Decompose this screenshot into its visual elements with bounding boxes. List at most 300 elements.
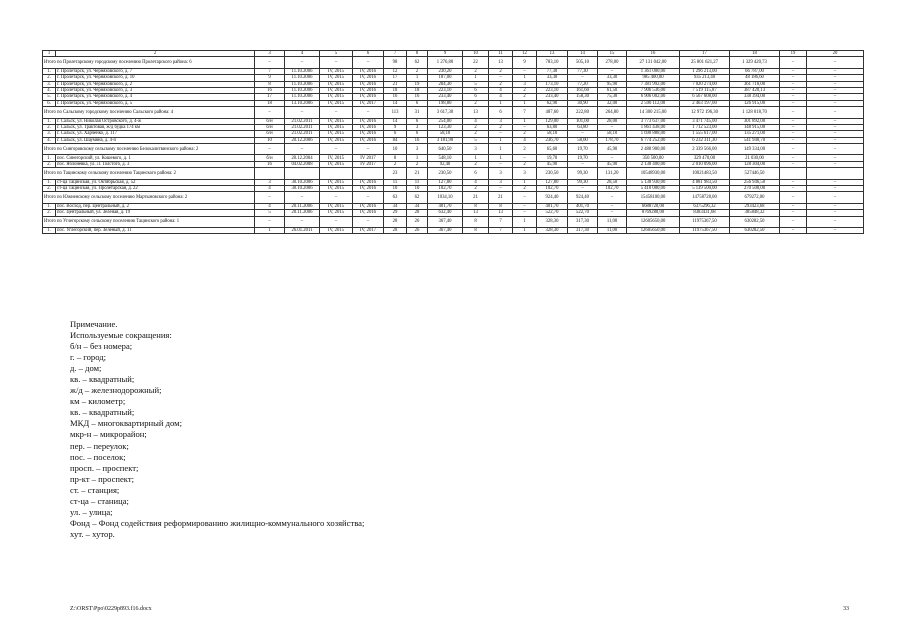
table-cell: 8	[384, 155, 407, 161]
table-cell: 26.01.2011	[285, 227, 320, 233]
address-cell: г. Пролетарск, ул. Черняховского, д. 2	[56, 81, 255, 87]
address-cell: г. Пролетарск, ул. Черняховского, д. 7	[56, 68, 255, 74]
summary-value-cell: 222,80	[568, 107, 598, 118]
table-cell: 1	[489, 137, 513, 143]
abbreviation-item: км – километр;	[70, 396, 126, 407]
table-cell: 148 915,00	[730, 124, 780, 130]
summary-value-cell	[285, 168, 320, 179]
summary-value-cell: –	[780, 107, 807, 118]
column-number-cell: 1	[43, 51, 56, 57]
summary-value-cell: 63	[384, 192, 407, 203]
summary-value-cell: 3	[489, 168, 513, 179]
table-cell: 3	[407, 124, 428, 130]
table-cell: 6375296,32	[680, 203, 730, 209]
address-cell: пос. Центральный, ул. Зеленая, д. 19	[56, 210, 255, 216]
table-cell: –	[489, 75, 513, 81]
summary-value-cell: 230,50	[428, 168, 463, 179]
table-cell: –	[568, 161, 598, 167]
summary-value-cell: –	[353, 144, 384, 155]
table-cell: 11.10.2006	[285, 94, 320, 100]
table-cell: 1 555 617,00	[680, 131, 730, 137]
table-cell: –	[513, 203, 537, 209]
table-cell: 3	[513, 81, 537, 87]
summary-value-cell: 10548930,00	[627, 168, 680, 179]
summary-row	[43, 192, 864, 203]
summary-value-cell: –	[320, 192, 353, 203]
abbreviation-item: ул. – улица;	[70, 506, 113, 517]
table-cell: 16	[255, 87, 285, 93]
table-cell: 58,10	[598, 131, 627, 137]
table-cell: 127,80	[537, 179, 568, 185]
table-cell: 223,10	[428, 87, 463, 93]
table-cell: 256 946,50	[730, 179, 780, 185]
summary-value-cell: –	[353, 192, 384, 203]
table-cell: –	[598, 203, 627, 209]
table-cell: 58,10	[537, 131, 568, 137]
table-cell: –	[780, 210, 807, 216]
summary-value-cell: 367,40	[428, 216, 463, 227]
table-cell: 102,70	[428, 186, 463, 192]
table-cell: 21	[384, 81, 407, 87]
table-cell: –	[598, 68, 627, 74]
summary-value-cell: 2	[513, 144, 537, 155]
table-cell: 3	[255, 179, 285, 185]
table-row	[43, 227, 864, 233]
table-cell: 11,00	[598, 227, 627, 233]
table-cell: б/н	[255, 118, 285, 124]
table-cell: 92,40	[428, 161, 463, 167]
table-cell: 30,90	[568, 100, 598, 106]
housing-table	[42, 50, 864, 234]
notes-section	[70, 319, 364, 540]
table-cell: 12605650,00	[627, 227, 680, 233]
table-cell: 33,30	[598, 75, 627, 81]
table-cell: –	[780, 124, 807, 130]
table-cell: 16	[407, 94, 428, 100]
address-cell: г. Сальск, ул. Харченко, д. 117	[56, 131, 255, 137]
table-cell: 123,30	[428, 124, 463, 130]
summary-value-cell: –	[807, 57, 864, 68]
summary-value-cell	[320, 168, 353, 179]
table-cell: IV, 2015	[320, 131, 353, 137]
table-cell: 1	[513, 100, 537, 106]
summary-value-cell: 14 300 215,00	[627, 107, 680, 118]
table-cell: 128 304,00	[730, 161, 780, 167]
abbreviation-item: мкр-н – микрорайон;	[70, 429, 147, 440]
table-cell: 10	[255, 137, 285, 143]
table-cell: –	[513, 210, 537, 216]
table-cell: 28	[407, 210, 428, 216]
address-cell: г. Пролетарск, ул. Черняховского, д. 10	[56, 75, 255, 81]
summary-value-cell: 22	[463, 57, 489, 68]
abbreviation-item: Фонд – Фонд содействия реформированию жилищно-коммунального хозяйства;	[70, 517, 365, 528]
table-cell: 328,30	[537, 227, 568, 233]
table-cell: 11	[384, 179, 407, 185]
table-cell: –	[780, 155, 807, 161]
table-cell: –	[807, 118, 864, 124]
table-cell: 2	[489, 124, 513, 130]
table-cell: 04.02.2008	[285, 161, 320, 167]
table-cell: 5	[463, 81, 489, 87]
table-cell: 161,60	[568, 87, 598, 93]
table-cell: IV, 2015	[320, 81, 353, 87]
table-cell: 401,70	[568, 203, 598, 209]
table-cell: 2 010 096,00	[680, 161, 730, 167]
address-cell: г. Пролетарск, ул. Черняховского, д. 4	[56, 94, 255, 100]
table-cell: 18	[255, 100, 285, 106]
summary-value-cell: 113	[384, 107, 407, 118]
table-cell: –	[780, 100, 807, 106]
abbreviation-item: хут. – хутор.	[70, 528, 115, 539]
table-cell: 1	[489, 100, 513, 106]
column-number-cell: 20	[807, 51, 864, 57]
table-cell: 75,30	[598, 94, 627, 100]
table-cell: 129,00	[537, 118, 568, 124]
table-cell: 34	[384, 203, 407, 209]
table-cell: 20.11.2006	[285, 210, 320, 216]
table-cell: 254,00	[428, 118, 463, 124]
table-cell: 4	[255, 186, 285, 192]
table-cell: 14	[384, 118, 407, 124]
summary-row	[43, 57, 864, 68]
table-cell: 5 139 500,00	[680, 186, 730, 192]
notes-title: Примечание.	[70, 319, 118, 329]
table-cell: 230,20	[428, 68, 463, 74]
table-cell: IV, 2016	[353, 118, 384, 124]
table-cell: 632,40	[428, 210, 463, 216]
table-cell: IV, 2016	[353, 81, 384, 87]
table-cell: 1.	[43, 118, 56, 124]
table-cell: –	[489, 186, 513, 192]
table-cell: –	[568, 186, 598, 192]
table-cell: –	[513, 155, 537, 161]
table-cell: 329 470,00	[680, 155, 730, 161]
summary-row	[43, 168, 864, 179]
table-cell: IV, 2016	[353, 131, 384, 137]
notes-intro: Используемые сокращения:	[70, 330, 172, 341]
column-number-cell: 2	[56, 51, 255, 57]
table-cell: 2.	[43, 75, 56, 81]
table-cell: 1.	[43, 155, 56, 161]
summary-value-cell: 1 128 018,70	[730, 107, 780, 118]
summary-value-cell: 230,50	[537, 168, 568, 179]
abbreviation-item: пер. – переулок;	[70, 440, 129, 451]
table-cell: 19	[407, 81, 428, 87]
summary-row	[43, 107, 864, 118]
address-cell: г. Пролетарск, ул. Черняховского, д. 3	[56, 87, 255, 93]
table-cell: 12	[384, 68, 407, 74]
table-cell: 11975367,50	[680, 227, 730, 233]
table-cell: –	[489, 161, 513, 167]
table-cell: 3 181,90	[428, 137, 463, 143]
table-cell: 28	[384, 227, 407, 233]
summary-value-cell: 62	[407, 57, 428, 68]
summary-value-cell: 14758728,00	[680, 192, 730, 203]
table-cell: IV, 2016	[353, 179, 384, 185]
table-cell: 548,10	[428, 155, 463, 161]
table-cell: 4.	[43, 87, 56, 93]
table-cell: 18	[407, 87, 428, 93]
table-cell: 301 892,00	[730, 118, 780, 124]
summary-value-cell: 10021483,50	[680, 168, 730, 179]
summary-value-cell: 3	[513, 168, 537, 179]
summary-value-cell: –	[285, 216, 320, 227]
summary-row	[43, 216, 864, 227]
table-cell: 361 718,00	[730, 81, 780, 87]
table-cell: –	[807, 227, 864, 233]
table-cell: –	[513, 68, 537, 74]
table-cell: 1	[255, 227, 285, 233]
table-cell: –	[780, 131, 807, 137]
summary-value-cell: –	[255, 107, 285, 118]
table-cell: 4	[489, 94, 513, 100]
table-cell: 77,30	[537, 68, 568, 74]
summary-value-cell: –	[807, 216, 864, 227]
table-cell: 6.	[43, 100, 56, 106]
table-cell: IV, 2016	[353, 124, 384, 130]
table-cell: 3	[489, 118, 513, 124]
table-cell: 11.10.2006	[285, 68, 320, 74]
table-cell: 2.	[43, 161, 56, 167]
table-cell: 3.	[43, 81, 56, 87]
table-cell: 11.10.2006	[285, 81, 320, 87]
table-cell: –	[807, 137, 864, 143]
table-cell: –	[598, 210, 627, 216]
table-cell: 7 020 274,00	[680, 81, 730, 87]
table-cell: б/н	[255, 131, 285, 137]
table-cell: 2	[407, 161, 428, 167]
table-cell: 19,70	[568, 155, 598, 161]
table-cell: 3.	[43, 131, 56, 137]
abbreviation-item: МКД – многоквартирный дом;	[70, 418, 182, 429]
summary-value-cell: 62	[407, 192, 428, 203]
table-cell: 2 138 400,00	[627, 161, 680, 167]
table-cell: 1	[513, 75, 537, 81]
abbreviation-item: б/н – без номера;	[70, 341, 133, 352]
table-cell: IV, 2015	[320, 203, 353, 209]
table-cell: IV, 2016	[353, 186, 384, 192]
table-cell: 2	[407, 68, 428, 74]
table-cell: 2	[463, 161, 489, 167]
table-cell: 6688720,00	[627, 203, 680, 209]
table-cell: 10	[384, 186, 407, 192]
summary-value-cell: 12 972 196,30	[680, 107, 730, 118]
table-cell: 77,20	[568, 81, 598, 87]
table-cell: –	[780, 68, 807, 74]
address-cell: г. Пролетарск, ул. Черняховского, д. 5	[56, 100, 255, 106]
table-cell: IV, 2016	[353, 87, 384, 93]
summary-value-cell: 505,10	[568, 57, 598, 68]
table-cell: 9	[384, 124, 407, 130]
table-cell: 16	[384, 94, 407, 100]
table-cell: IV, 2015	[320, 155, 353, 161]
table-cell: б/н	[255, 155, 285, 161]
summary-value-cell	[255, 168, 285, 179]
summary-value-cell: 2 339 566,00	[680, 144, 730, 155]
summary-value-cell: 3	[407, 144, 428, 155]
summary-value-cell: –	[780, 216, 807, 227]
summary-value-cell: 1	[513, 216, 537, 227]
table-cell: 34	[407, 203, 428, 209]
summary-value-cell: 27 131 042,00	[627, 57, 680, 68]
table-cell: 1 861 438,00	[627, 124, 680, 130]
summary-value-cell: –	[255, 144, 285, 155]
table-cell: –	[598, 155, 627, 161]
column-number-cell: 7	[384, 51, 407, 57]
summary-value-cell: 31	[407, 107, 428, 118]
abbreviation-list	[70, 341, 364, 540]
table-cell: 338 394,00	[730, 94, 780, 100]
table-cell: IV, 2017	[353, 100, 384, 106]
table-cell: –	[780, 118, 807, 124]
table-cell: IV, 2015	[320, 186, 353, 192]
table-cell: 387 420,13	[730, 87, 780, 93]
table-cell: 4	[513, 137, 537, 143]
table-cell: –	[807, 100, 864, 106]
table-cell: 13	[463, 210, 489, 216]
abbreviation-item: кв. – квадратный;	[70, 374, 135, 385]
table-cell: 28,00	[598, 118, 627, 124]
table-cell: 6 567 608,00	[680, 94, 730, 100]
table-cell: 1.	[43, 203, 56, 209]
summary-value-cell: 11975367,50	[680, 216, 730, 227]
table-cell: IV, 2016	[353, 94, 384, 100]
address-cell: ст-ца Тацинская, ул. Пролетарская, д. 22	[56, 186, 255, 192]
summary-value-cell: 12605650,00	[627, 216, 680, 227]
table-cell: 3	[489, 179, 513, 185]
table-cell: IV, 2016	[353, 210, 384, 216]
abbreviation-item: ж/д – железнодорожный;	[70, 385, 162, 396]
table-cell: IV, 2016	[353, 68, 384, 74]
summary-value-cell: 1	[489, 144, 513, 155]
table-cell: 2	[463, 68, 489, 74]
table-cell: 2	[513, 186, 537, 192]
table-cell: 158,30	[568, 94, 598, 100]
column-number-cell: 4	[285, 51, 320, 57]
table-cell: 198,80	[428, 100, 463, 106]
table-cell: 6	[407, 131, 428, 137]
table-cell: 2	[384, 161, 407, 167]
table-cell: 77,30	[568, 68, 598, 74]
column-number-cell: 14	[568, 51, 598, 57]
summary-value-cell: 317,30	[568, 216, 598, 227]
table-cell: 1 712 523,00	[680, 124, 730, 130]
summary-value-cell: 28	[384, 216, 407, 227]
table-cell: 522,70	[537, 210, 568, 216]
summary-value-cell: –	[255, 192, 285, 203]
table-cell: 1	[489, 155, 513, 161]
table-cell: 5	[463, 137, 489, 143]
table-cell: –	[807, 94, 864, 100]
column-number-cell: 18	[730, 51, 780, 57]
summary-value-cell: 99,30	[568, 168, 598, 179]
column-number-cell: 15	[598, 51, 627, 57]
summary-value-cell: 65,60	[537, 144, 568, 155]
table-cell: 30.10.2006	[285, 186, 320, 192]
summary-name-cell: Итого по Сальскому городскому поселению Сальского района: 4	[43, 107, 255, 118]
table-cell: 62,90	[537, 100, 568, 106]
table-cell: 14	[384, 100, 407, 106]
table-cell: 7 381 992,00	[627, 81, 680, 87]
table-cell: 4 881 983,50	[680, 179, 730, 185]
table-cell: 187,00	[428, 75, 463, 81]
table-cell: –	[513, 124, 537, 130]
summary-value-cell: –	[320, 216, 353, 227]
summary-value-cell: –	[807, 144, 864, 155]
table-cell: –	[807, 186, 864, 192]
abbreviation-item: пос. – поселок;	[70, 451, 126, 462]
table-cell: IV, 2015	[320, 87, 353, 93]
table-cell: IV, 2015	[320, 94, 353, 100]
summary-value-cell: –	[807, 107, 864, 118]
table-cell: 17	[384, 75, 407, 81]
table-cell: IV, 2015	[320, 210, 353, 216]
table-cell: 21.02.2011	[285, 118, 320, 124]
table-cell: IV, 2015	[320, 161, 353, 167]
table-cell: 18	[384, 87, 407, 93]
table-cell: 2	[513, 161, 537, 167]
table-cell: 3 471 745,00	[680, 118, 730, 124]
column-number-cell: 6	[353, 51, 384, 57]
table-cell: 1	[463, 155, 489, 161]
table-cell: 63,80	[568, 124, 598, 130]
summary-value-cell: 679272,00	[730, 192, 780, 203]
table-cell: –	[598, 124, 627, 130]
table-cell: 985 400,00	[627, 75, 680, 81]
summary-value-cell: 783,10	[537, 57, 568, 68]
table-cell: 541 940,70	[730, 137, 780, 143]
summary-name-cell: Итого по Сингоровскому сельскому поселению Белокалитвинского района: 2	[43, 144, 255, 155]
summary-value-cell: 13	[489, 57, 513, 68]
summary-value-cell: –	[320, 144, 353, 155]
table-cell: 21.02.2011	[285, 124, 320, 130]
summary-value-cell: 21	[407, 168, 428, 179]
table-cell: 8	[463, 203, 489, 209]
table-cell: 101,00	[568, 118, 598, 124]
table-cell: 16	[255, 161, 285, 167]
column-number-cell: 11	[489, 51, 513, 57]
table-cell: 2	[489, 81, 513, 87]
summary-value-cell: 23	[384, 168, 407, 179]
table-cell: IV 2017	[353, 161, 384, 167]
table-cell: 5.	[43, 94, 56, 100]
table-cell: 233,40	[537, 94, 568, 100]
table-cell: 45,90	[598, 161, 627, 167]
column-number-cell: 8	[407, 51, 428, 57]
table-cell: 6 774 252,00	[627, 137, 680, 143]
column-number-cell: 16	[627, 51, 680, 57]
table-cell: 29	[384, 210, 407, 216]
summary-value-cell: 98	[384, 57, 407, 68]
table-cell: –	[780, 186, 807, 192]
table-cell: 1.	[43, 68, 56, 74]
summary-value-cell: 19,70	[568, 144, 598, 155]
table-cell: 19,70	[537, 155, 568, 161]
table-cell: 1	[407, 75, 428, 81]
table-cell: 7	[489, 227, 513, 233]
table-cell: 11	[407, 179, 428, 185]
summary-value-cell: 278,00	[598, 57, 627, 68]
table-cell: 58,10	[428, 131, 463, 137]
summary-value-cell: –	[780, 192, 807, 203]
abbreviation-item: пр-кт – проспект;	[70, 473, 135, 484]
table-cell: –	[807, 179, 864, 185]
table-cell: 1	[463, 75, 489, 81]
summary-value-cell: –	[255, 57, 285, 68]
table-cell: 317,30	[568, 227, 598, 233]
summary-value-cell: 9	[513, 57, 537, 68]
table-cell: 63,80	[537, 124, 568, 130]
